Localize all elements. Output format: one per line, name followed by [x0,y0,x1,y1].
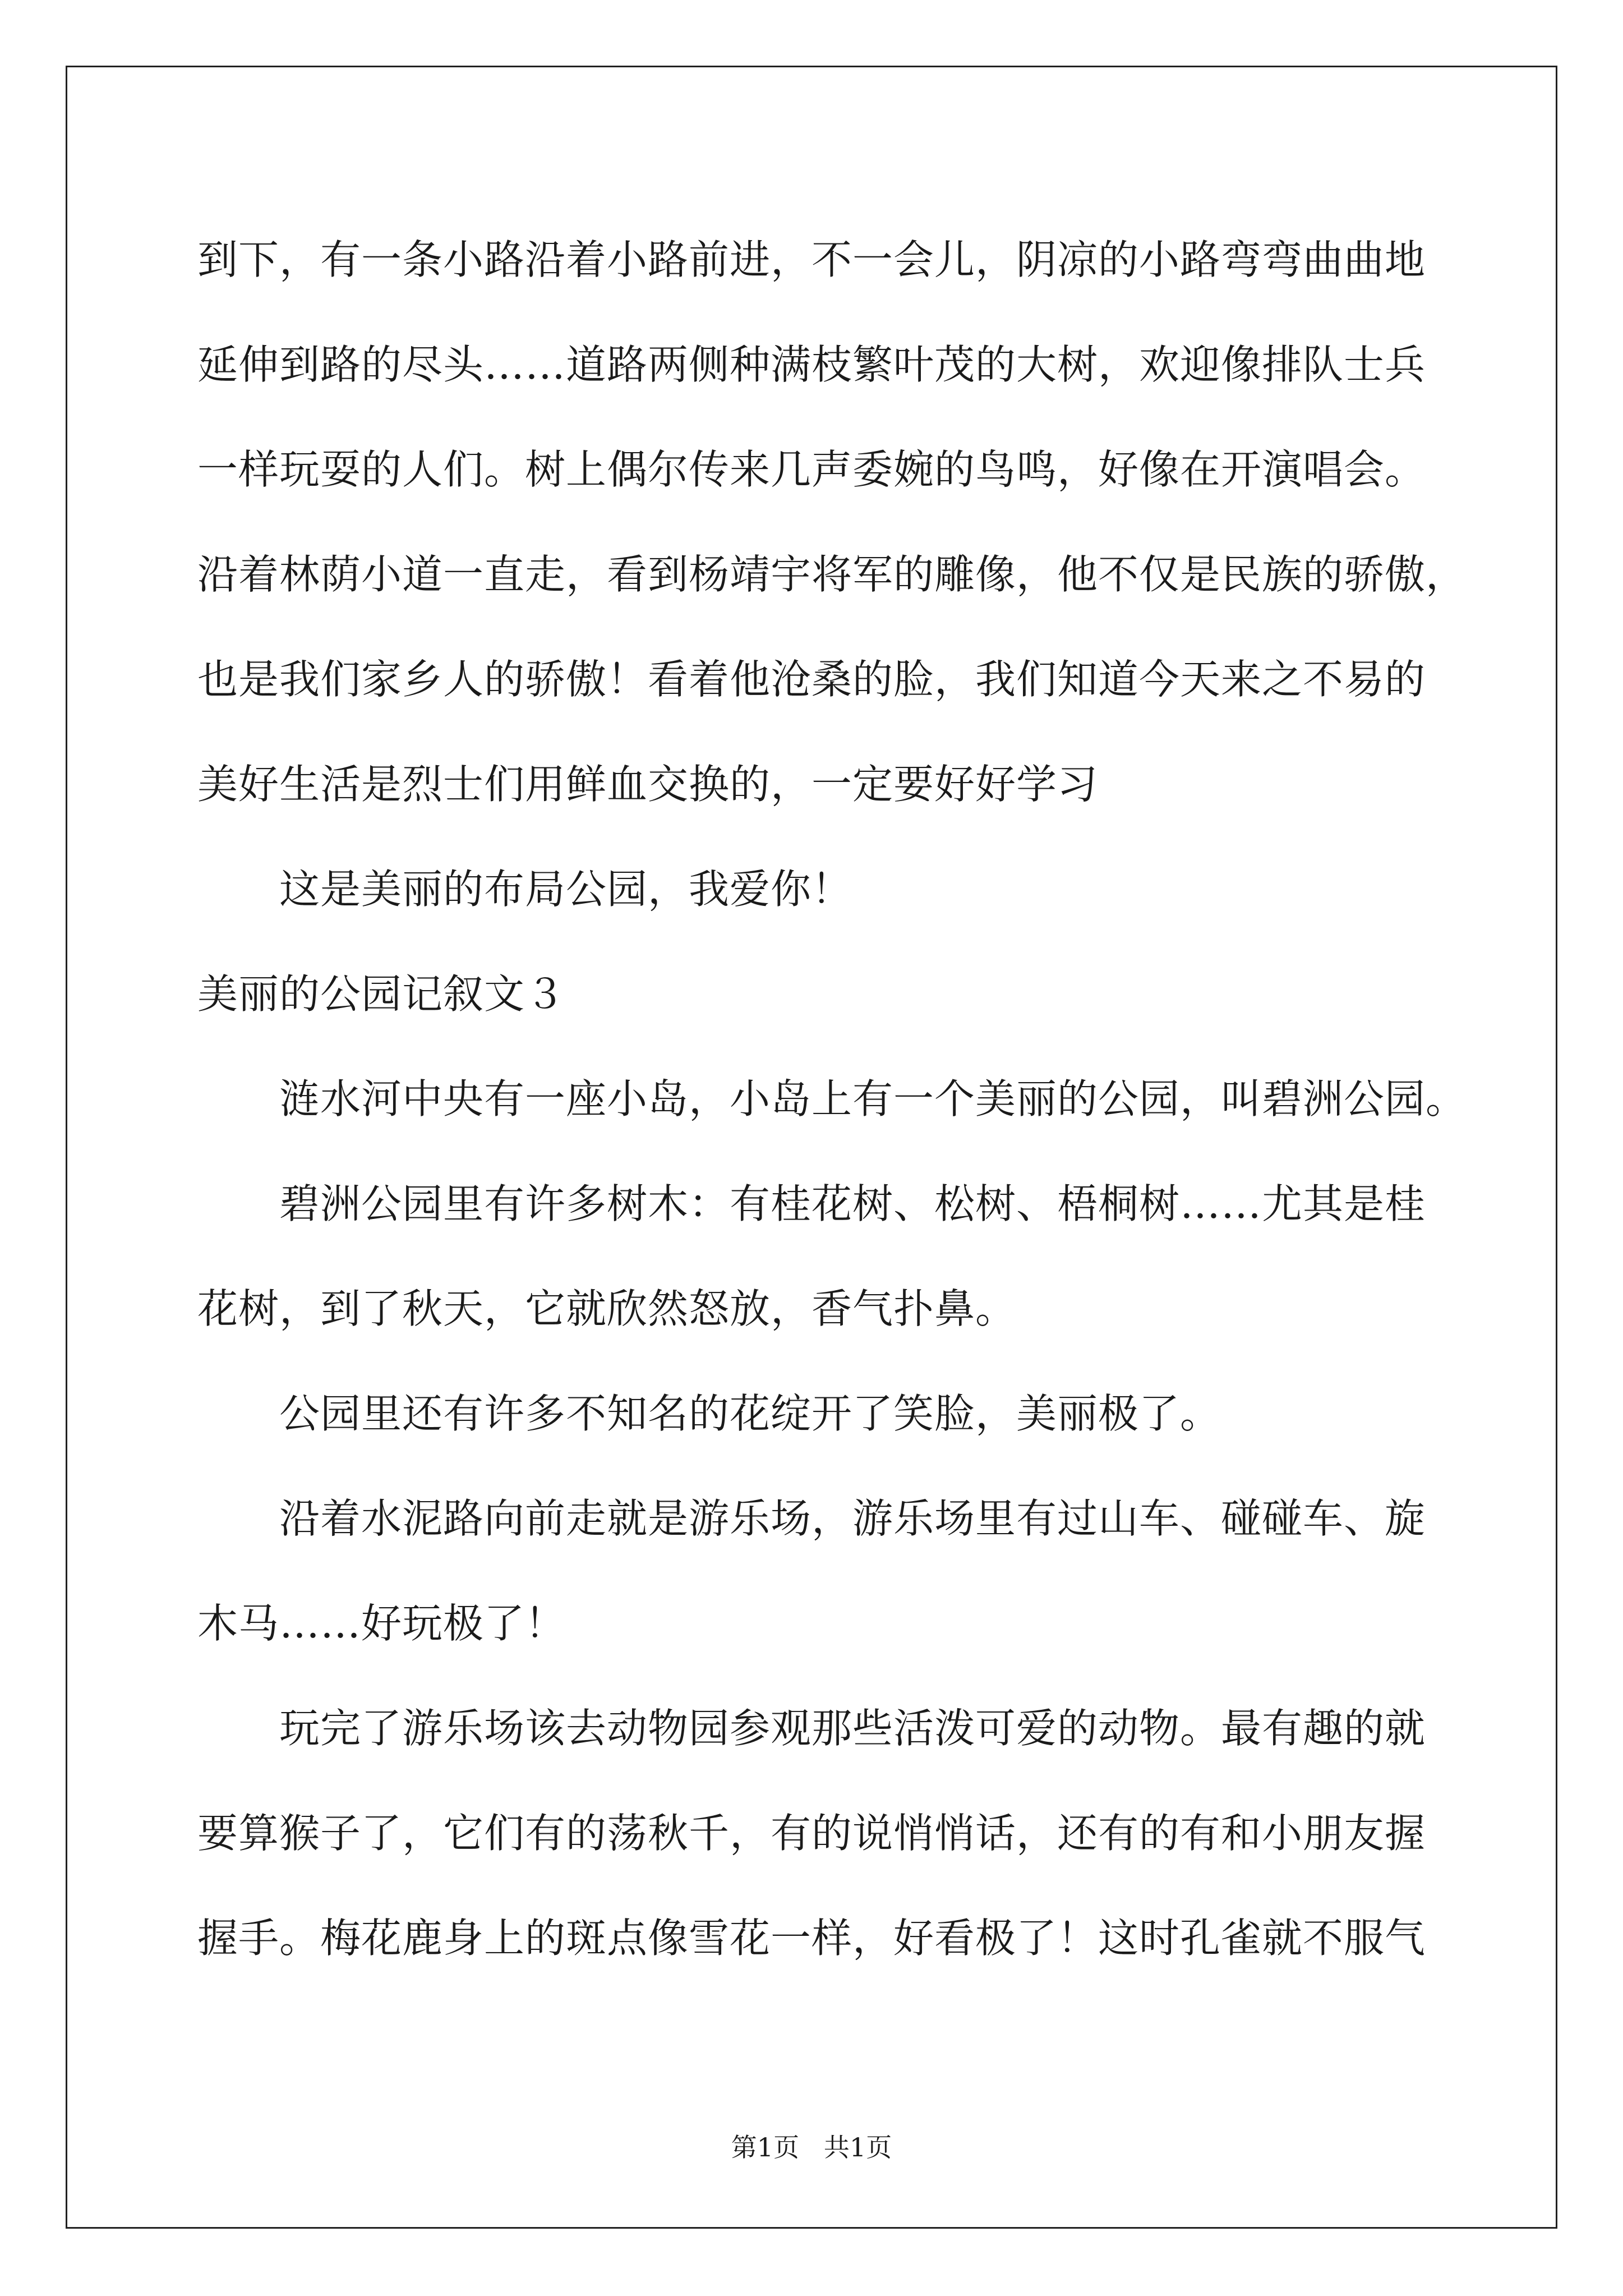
text-line: 沿着林荫小道一直走，看到杨靖宇将军的雕像，他不仅是民族的骄傲， [197,551,1467,598]
text-line: 碧洲公园里有许多树木：有桂花树、松树、梧桐树……尤其是桂 [279,1180,1426,1227]
text-line: 木马……好玩极了！ [197,1600,566,1647]
text-line: 要算猴子了，它们有的荡秋千，有的说悄悄话，还有的有和小朋友握 [197,1810,1426,1857]
text-line: 公园里还有许多不知名的花绽开了笑脸，美丽极了。 [279,1390,1221,1437]
text-line: 涟水河中央有一座小岛，小岛上有一个美丽的公园，叫碧洲公园。 [279,1075,1467,1122]
section-heading: 美丽的公园记叙文３ [197,970,566,1018]
text-line: 延伸到路的尽头……道路两侧种满枝繁叶茂的大树，欢迎像排队士兵 [197,341,1426,388]
text-line: 握手。梅花鹿身上的斑点像雪花一样，好看极了！这时孔雀就不服气 [197,1915,1426,1962]
text-line: 花树，到了秋天，它就欣然怒放，香气扑鼻。 [197,1285,1017,1332]
text-line: 到下，有一条小路沿着小路前进，不一会儿，阴凉的小路弯弯曲曲地 [197,236,1426,283]
page-footer: 第1页 共1页 [731,2132,892,2162]
text-line: 一样玩耍的人们。树上偶尔传来几声委婉的鸟鸣，好像在开演唱会。 [197,446,1426,493]
body-text [197,208,1467,1991]
text-line: 也是我们家乡人的骄傲！看着他沧桑的脸，我们知道今天来之不易的 [197,656,1426,703]
text-line: 玩完了游乐场该去动物园参观那些活泼可爱的动物。最有趣的就 [279,1705,1426,1752]
text-line: 这是美丽的布局公园，我爱你！ [279,866,853,913]
text-line: 美好生活是烈士们用鲜血交换的，一定要好好学习 [197,761,1099,808]
text-line: 沿着水泥路向前走就是游乐场，游乐场里有过山车、碰碰车、旋 [279,1495,1426,1542]
